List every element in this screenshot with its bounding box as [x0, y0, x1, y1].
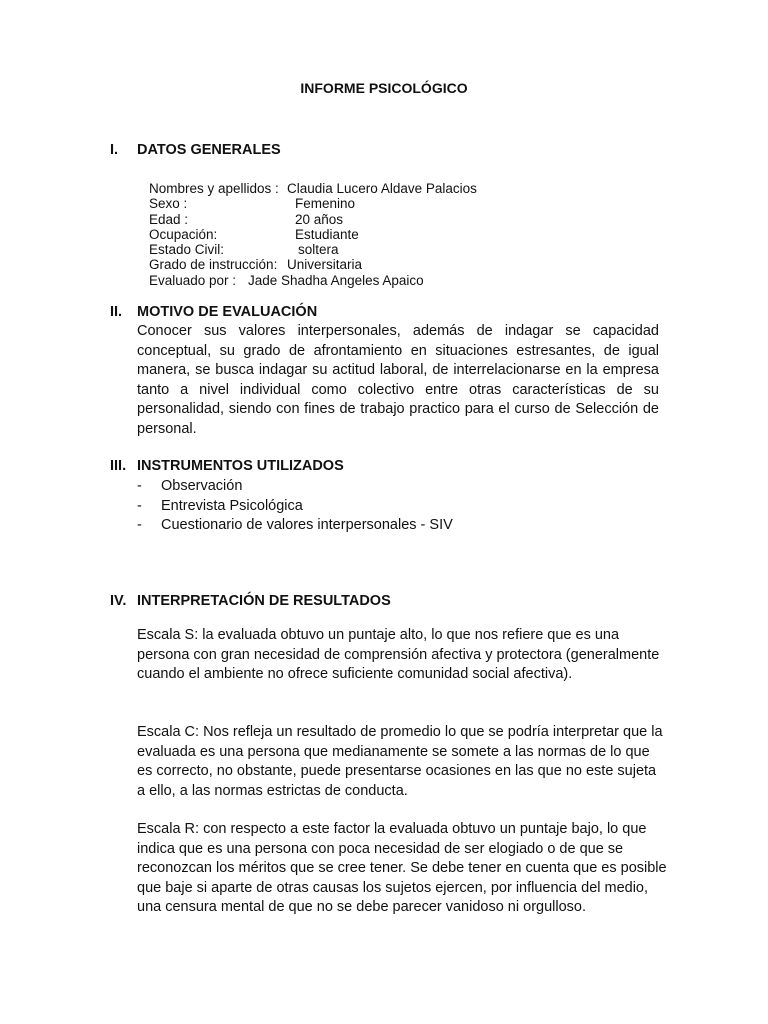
data-label: Nombres y apellidos :	[149, 181, 279, 196]
section-number: II.	[110, 304, 123, 320]
data-value: Jade Shadha Angeles Apaico	[248, 272, 424, 288]
list-item: - Observación	[137, 477, 453, 497]
section-heading-interpretacion	[110, 593, 391, 609]
data-label: Estado Civil:	[149, 242, 225, 258]
general-data-list	[149, 181, 477, 288]
data-value: Femenino	[295, 196, 356, 212]
data-row-occupation	[149, 227, 477, 242]
section-title: DATOS GENERALES	[137, 142, 281, 158]
data-row-evaluator	[149, 273, 477, 288]
data-label: Grado de instrucción:	[149, 257, 278, 273]
list-item-text: Cuestionario de valores interpersonales - SIV	[161, 517, 453, 533]
data-value: soltera	[298, 242, 339, 258]
data-value: Estudiante	[295, 226, 359, 242]
data-label: Evaluado por :	[149, 272, 237, 288]
section-number: I.	[110, 142, 119, 158]
section-title: INSTRUMENTOS UTILIZADOS	[137, 458, 344, 474]
section-title: INTERPRETACIÓN DE RESULTADOS	[137, 593, 391, 609]
data-row-education	[149, 257, 477, 272]
data-row-name	[149, 181, 477, 196]
section-heading-motivo	[110, 304, 317, 320]
section-number: IV.	[110, 593, 127, 609]
data-row-sex	[149, 196, 477, 211]
data-row-marital-status	[149, 242, 477, 257]
section-heading-instrumentos	[110, 458, 344, 474]
data-value: Universitaria	[287, 257, 363, 273]
data-label: Ocupación:	[149, 226, 218, 242]
document-title: INFORME PSICOLÓGICO	[300, 80, 468, 96]
escala-s-paragraph: Escala S: la evaluada obtuvo un puntaje alto, lo que nos refiere que es una persona con gran necesidad de comprensión afectiva y protectora (generalmente cuando el ambiente no ofrece suficiente comunidad social afectiva).	[137, 627, 660, 682]
motivo-paragraph: Conocer sus valores interpersonales, además de indagar se capacidad conceptual, su grado de afrontamiento en situaciones estresantes, de igual manera, se busca indagar su actitud laboral, de interrelacionarse en la empresa tanto a nivel individual como colectivo entre otras características de su personalidad, siendo con fines de trabajo practico para el curso de Selección de personal.	[137, 323, 659, 437]
list-item: - Cuestionario de valores interpersonales - SIV	[137, 516, 453, 536]
list-item: - Entrevista Psicológica	[137, 497, 453, 517]
escala-c-paragraph: Escala C: Nos refleja un resultado de promedio lo que se podría interpretar que la evaluada es una persona que medianamente se somete a las normas de lo que es correcto, no obstante, puede presentarse ocasiones en las que no este sujeta a ello, a las normas estrictas de conducta.	[137, 724, 663, 799]
data-row-age	[149, 212, 477, 227]
section-title: MOTIVO DE EVALUACIÓN	[137, 304, 318, 320]
section-heading-datos	[110, 142, 281, 158]
list-item-text: Entrevista Psicológica	[161, 497, 303, 514]
data-value: Claudia Lucero Aldave Palacios	[287, 181, 477, 196]
list-item-text: Observación	[161, 478, 243, 494]
instrument-list	[137, 477, 453, 536]
data-label: Edad :	[149, 211, 189, 227]
escala-r-paragraph: Escala R: con respecto a este factor la evaluada obtuvo un puntaje bajo, lo que indica que es una persona con poca necesidad de ser elogiado o de que se reconozcan los méritos que se cree tener. Se debe tener en cuenta que es posible que baje si aparte de otras causas los sujetos ejercen, por influencia del medio, una censura mental de que no se debe parecer vanidoso ni orgulloso.	[137, 821, 667, 915]
data-label: Sexo :	[149, 196, 188, 212]
data-value: 20 años	[295, 211, 344, 227]
section-number: III.	[110, 458, 127, 474]
